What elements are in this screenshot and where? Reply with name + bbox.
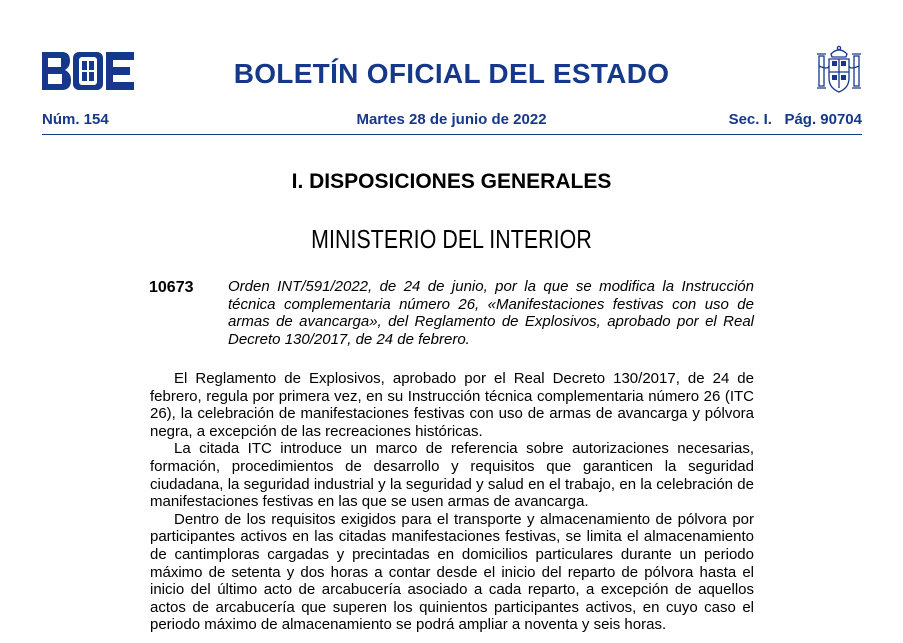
entry-summary: Orden INT/591/2022, de 24 de junio, por la que se modifica la Instrucción técnica complementaria número 26, «Manifestaciones festivas con uso de armas de avancarga», del Reglamento de Explosivos, aprobado por el Real Decreto 130/2017, de 24 de febrero. (228, 278, 754, 348)
page-label: Pág. 90704 (784, 111, 862, 128)
section-heading: I. DISPOSICIONES GENERALES (291, 170, 612, 193)
issue-number: Núm. 154 (42, 111, 109, 128)
header-rule (42, 134, 862, 135)
masthead-title: BOLETÍN OFICIAL DEL ESTADO (233, 58, 670, 89)
paragraph: Dentro de los requisitos exigidos para el transporte y almacenamiento de pólvora por participantes activos en las citadas manifestaciones festivas, se limita el almacenamiento de cantimploras cargadas y precintadas en domicilios particulares durante un periodo máximo de setenta y dos horas a contar desde el inicio del reparto de pólvora hasta el inicio del último acto de arcabucería asociado a cada reparto, a excepción de aquellos actos de arcabucería que superen los quinientos participantes activos, en cuyo caso el periodo máximo de almacenamiento se podrá ampliar a noventa y seis horas. (150, 510, 754, 634)
entry-number: 10673 (149, 279, 194, 296)
section-label: Sec. I. (728, 111, 772, 128)
issue-date: Martes 28 de junio de 2022 (356, 111, 547, 128)
body-text (150, 370, 754, 634)
ministry-heading: MINISTERIO DEL INTERIOR (311, 224, 592, 254)
paragraph: El Reglamento de Explosivos, aprobado por el Real Decreto 130/2017, de 24 de febrero, regula por primera vez, en su Instrucción técnica complementaria número 26 (ITC 26), la celebración de manifestaciones festivas con uso de armas de avancarga y pólvora negra, a excepción de las recreaciones históricas. (150, 370, 754, 440)
section-page (729, 111, 862, 128)
coat-of-arms-icon (816, 44, 862, 96)
paragraph: La citada ITC introduce un marco de referencia sobre autorizaciones necesarias, formación, procedimientos de desarrollo y requisitos que garanticen la seguridad ciudadana, la seguridad industrial y la seguridad y salud en el trabajo, en la celebración de manifestaciones festivas en las que se usen armas de avancarga. (150, 440, 754, 511)
